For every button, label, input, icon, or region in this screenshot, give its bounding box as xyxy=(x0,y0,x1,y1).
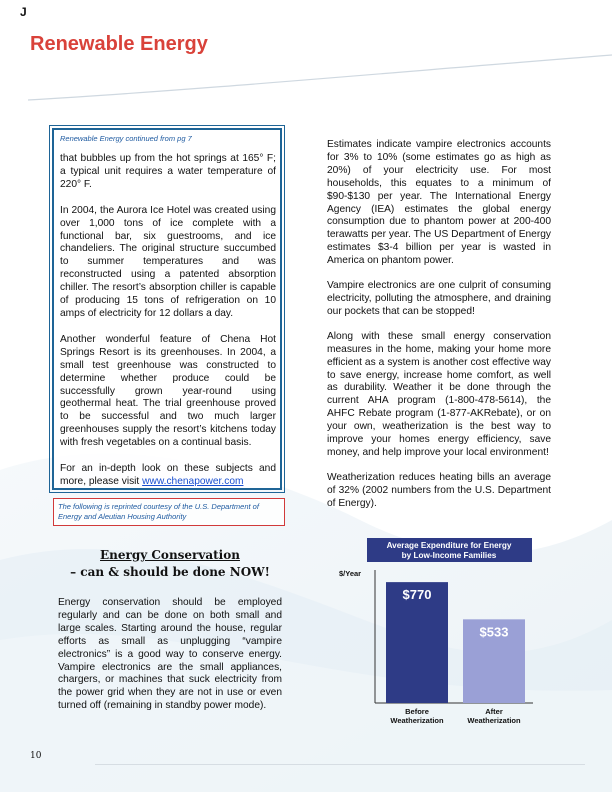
corner-mark: J xyxy=(20,5,27,19)
sidebar-paragraph-link xyxy=(60,463,276,489)
article-paragraph: Along with these small energy conservation measures in the home, making your home more efficient as a system is another cost effective way to save energy, increase home comfort, as well as durability. Weather it be done through the current AHA program (1-800-478-5614), the AHFC Rebate program (1-877-AKRebate), or on your own, weatherization is the best way to improve your homes energy efficiency, save money, and help improve your local environment! xyxy=(327,330,551,458)
sidebar-paragraph: Another wonderful feature of Chena Hot Springs Resort is its greenhouses. In 2004, a small test greenhouse was constructed to determine whether produce could be successfully grown year-round using geothermal heat. The trial greenhouse proved to be successful and two much larger greenhouses supply the resort’s kitchens today with fresh vegetables on a continual basis. xyxy=(60,333,276,449)
chart-category-label: Weatherization xyxy=(467,716,521,725)
right-column-body xyxy=(327,139,551,523)
footer-divider xyxy=(95,764,585,765)
page-number: 10 xyxy=(30,751,42,761)
energy-expenditure-chart xyxy=(337,538,537,728)
chart-title-line1: Average Expenditure for Energy xyxy=(386,541,512,550)
link-prefix: For an in-depth look on these subjects and more, please visit xyxy=(60,463,276,487)
chart-value-label: $770 xyxy=(402,587,432,603)
continued-note: Renewable Energy continued from pg 7 xyxy=(60,134,192,143)
article-paragraph: Vampire electronics are one culprit of consuming electricity, polluting the atmosphere, and draining our pockets that can be stopped! xyxy=(327,280,551,317)
chenapower-link[interactable]: www.chenapower.com xyxy=(142,475,244,487)
continued-sidebar-box xyxy=(52,128,282,490)
left-column-body xyxy=(58,597,282,725)
chart-category-label: After xyxy=(485,707,503,716)
chart-category-label: Weatherization xyxy=(390,716,444,725)
chart-y-label: $/Year xyxy=(339,569,362,578)
chart-category-label: Before xyxy=(405,707,429,716)
article-paragraph: Weatherization reduces heating bills an average of 32% (2002 numbers from the U.S. Department of Energy). xyxy=(327,471,551,509)
article-title-line1: Energy Conservation xyxy=(100,548,240,562)
sidebar-paragraph: In 2004, the Aurora Ice Hotel was created using over 1,000 tons of ice complete with a functional bar, six guestrooms, and ice chandeliers. The original structure succumbed to summer temperatures and was reconstructed using a patented absorption chiller. The resort’s absorption chiller is capable of producing 15 tons of refrigeration on 10 amps of electricity for 12 dollars a day. xyxy=(60,204,276,319)
chart-value-label: $533 xyxy=(479,624,509,640)
article-paragraph: Energy conservation should be employed regularly and can be done on both small and large scales. Starting around the house, regular efforts as small as unplugging “vampire electronics” is a good way to conserve energy. Vampire electronics are the small appliances, chargers, or machines that suck electricity from the power grid when they are not in use or even turned off (remaining in standby power mode). xyxy=(58,597,282,712)
sidebar-paragraph: that bubbles up from the hot springs at 165° F; a typical unit requires a water temperature of 220° F. xyxy=(60,153,276,190)
chart-title-line2: by Low-Income Families xyxy=(401,551,497,560)
article-title-line2: – can & should be done NOW! xyxy=(70,565,270,579)
page-title: Renewable Energy xyxy=(30,33,208,55)
credit-note: The following is reprinted courtesy of the U.S. Department of Energy and Aleutian Housing Authority xyxy=(53,498,285,526)
article-paragraph: Estimates indicate vampire electronics accounts for 3% to 10% (some estimates go as high as 20%) of your electricity use. For most households, this equates to a minimum of $90-$130 per year. The International Energy Agency (IEA) estimates the global energy consumption due to phantom power at 200-400 terawatts per year. The US Department of Energy estimates $3-4 billion per year is wasted in America on phantom power. xyxy=(327,139,551,267)
article-title xyxy=(58,547,282,581)
